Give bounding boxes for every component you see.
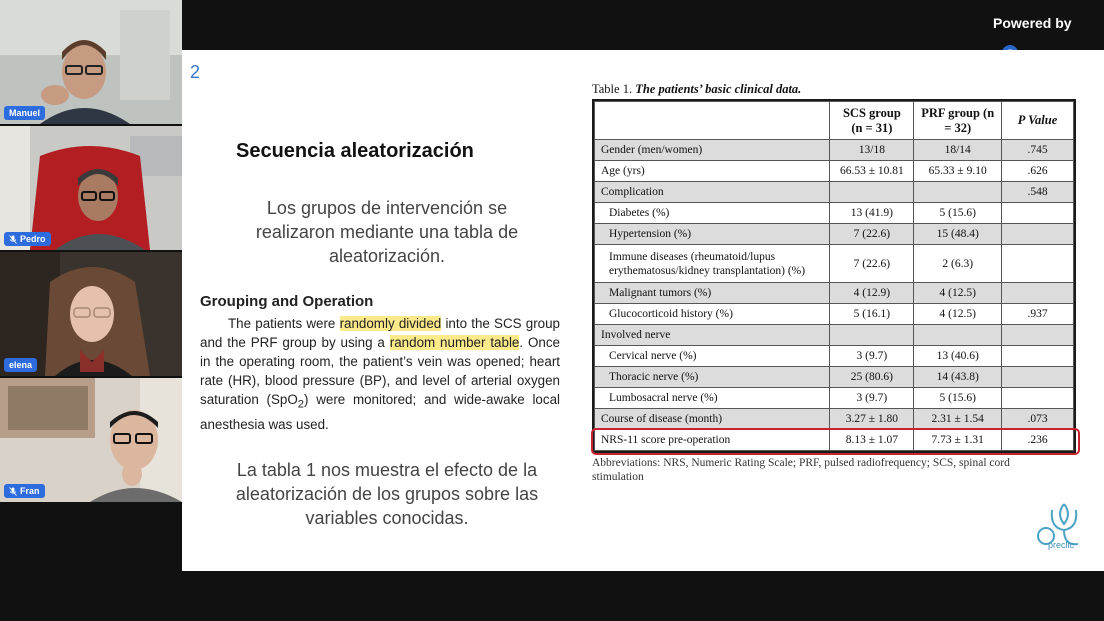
participant-name: Pedro xyxy=(20,234,46,244)
highlight-random-number-table: random number table xyxy=(389,335,520,350)
table-header: P Value xyxy=(1002,102,1074,140)
participant-tile-manuel[interactable] xyxy=(0,0,182,124)
table-row: Glucocorticoid history (%) 5 (16.1) 4 (12.5) .937 xyxy=(595,304,1074,325)
table-row: Hypertension (%) 7 (22.6) 15 (48.4) xyxy=(595,224,1074,245)
excerpt-body: The patients were randomly divided into the SCS group and the PRF group by using a random number table. Once in the operating room, the patient’s vein was opened; heart rate (HR), blood pressure (BP), and level of arterial oxygen saturation (SpO$_2$) were monitored; and wide-awake local anesthesia was used. xyxy=(200,316,560,432)
table-row: Immune diseases (rheumatoid/lupus erythematosus/kidney transplantation) (%) 7 (22.6) 2 (6.3) xyxy=(595,245,1074,283)
table-header-row xyxy=(595,102,1074,140)
mic-off-icon xyxy=(9,487,17,496)
table-row: Involved nerve xyxy=(595,325,1074,346)
participant-name: Manuel xyxy=(9,108,41,118)
table-row: Course of disease (month) 3.27 ± 1.80 2.31 ± 1.54 .073 xyxy=(595,409,1074,430)
table-header: PRF group (n = 32) xyxy=(914,102,1002,140)
participant-tile-elena[interactable] xyxy=(0,252,182,376)
excerpt-heading: Grouping and Operation xyxy=(200,293,374,310)
table-row: Lumbosacral nerve (%) 3 (9.7) 5 (15.6) xyxy=(595,388,1074,409)
preclic-logo xyxy=(1034,500,1094,552)
participant-name: Fran xyxy=(20,486,40,496)
preclic-logo-text: preclic xyxy=(1048,540,1075,550)
table-abbreviations-note: Abbreviations: NRS, Numeric Rating Scale; PRF, pulsed radiofrequency; SCS, spinal cord stimulation xyxy=(592,457,1010,483)
table-row: Complication .548 xyxy=(595,182,1074,203)
slide-intro-text: Los grupos de intervención se realizaron mediante una tabla de aleatorización. xyxy=(255,198,519,266)
table-row-highlighted: NRS-11 score pre-operation 8.13 ± 1.07 7.73 ± 1.31 .236 xyxy=(595,430,1074,451)
slide-conclusion-text: La tabla 1 nos muestra el efecto de la aleatorización de los grupos sobre las variables conocidas. xyxy=(235,460,539,528)
slide-title: Secuencia aleatorización xyxy=(236,140,474,162)
presentation-slide xyxy=(182,50,1104,571)
participant-tile-pedro[interactable] xyxy=(0,126,182,250)
participant-name-tag xyxy=(4,358,37,372)
table-row: Malignant tumors (%) 4 (12.9) 4 (12.5) xyxy=(595,283,1074,304)
powered-by-label: Powered by xyxy=(993,15,1072,31)
table-row: Cervical nerve (%) 3 (9.7) 13 (40.6) xyxy=(595,346,1074,367)
paper-excerpt xyxy=(200,293,560,434)
table-row: Age (yrs) 66.53 ± 10.81 65.33 ± 9.10 .626 xyxy=(595,161,1074,182)
participant-name-tag xyxy=(4,484,45,498)
table-row: Diabetes (%) 13 (41.9) 5 (15.6) xyxy=(595,203,1074,224)
table-header: SCS group (n = 31) xyxy=(830,102,914,140)
table-header xyxy=(595,102,830,140)
participant-name-tag xyxy=(4,232,51,246)
table-row: Gender (men/women) 13/18 18/14 .745 xyxy=(595,140,1074,161)
participant-name-tag xyxy=(4,106,45,120)
slide-number: 2 xyxy=(190,62,201,82)
table-row: Thoracic nerve (%) 25 (80.6) 14 (43.8) xyxy=(595,367,1074,388)
table-caption: Table 1. The patients’ basic clinical data. xyxy=(592,82,802,96)
participant-tile-fran[interactable] xyxy=(0,378,182,502)
clinical-data-table xyxy=(592,99,1076,453)
mic-off-icon xyxy=(9,235,17,244)
participant-name: elena xyxy=(9,360,33,370)
highlight-randomly-divided: randomly divided xyxy=(339,316,442,331)
